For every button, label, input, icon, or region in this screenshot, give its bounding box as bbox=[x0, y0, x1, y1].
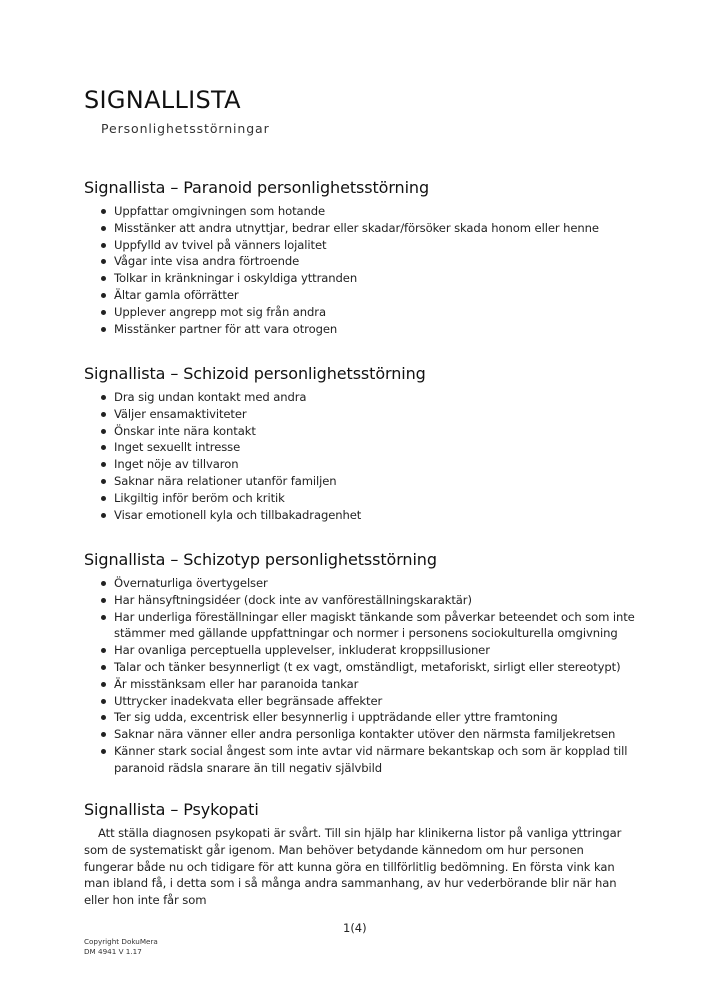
bullet-icon bbox=[101, 699, 106, 704]
list-item: Inget nöje av tillvaron bbox=[84, 456, 644, 473]
bullet-list bbox=[84, 203, 644, 337]
list-item: Önskar inte nära kontakt bbox=[84, 423, 644, 440]
section-schizotyp bbox=[84, 550, 644, 777]
list-item: Uttrycker inadekvata eller begränsade affekter bbox=[84, 693, 644, 710]
list-item: Vågar inte visa andra förtroende bbox=[84, 253, 644, 270]
list-item: Väljer ensamaktiviteter bbox=[84, 406, 644, 423]
footer bbox=[84, 937, 158, 957]
bullet-icon bbox=[101, 412, 106, 417]
list-item: Talar och tänker besynnerligt (t ex vagt, omständligt, metaforiskt, sirligt eller stereotypt) bbox=[84, 659, 644, 676]
bullet-icon bbox=[101, 615, 106, 620]
copyright-text: Copyright DokuMera bbox=[84, 937, 158, 946]
bullet-icon bbox=[101, 327, 106, 332]
bullet-icon bbox=[101, 395, 106, 400]
bullet-icon bbox=[101, 310, 106, 315]
list-item: Tolkar in kränkningar i oskyldiga yttranden bbox=[84, 270, 644, 287]
list-item: Dra sig undan kontakt med andra bbox=[84, 389, 644, 406]
page-number: 1(4) bbox=[343, 921, 367, 935]
bullet-icon bbox=[101, 209, 106, 214]
list-item: Ter sig udda, excentrisk eller besynnerlig i uppträdande eller yttre framtoning bbox=[84, 709, 644, 726]
bullet-icon bbox=[101, 648, 106, 653]
bullet-icon bbox=[101, 715, 106, 720]
list-item: Har underliga föreställningar eller magiskt tänkande som påverkar beteendet och som inte stämmer med gällande uppfattningar och normer i personens sociokulturella omgivning bbox=[84, 609, 644, 643]
list-item: Likgiltig inför beröm och kritik bbox=[84, 490, 644, 507]
section-paragraph: Att ställa diagnosen psykopati är svårt. Till sin hjälp har klinikerna listor på vanliga yttringar som de systematiskt går igenom. Man behöver betydande kännedom om hur personen fungerar både nu och tidigare för att kunna göra en tillförlitlig bedömning. En första vink kan man ibland få, i detta som i så många andra sammanhang, av hur vederbörande blir när han eller hon inte får som bbox=[84, 826, 622, 908]
list-item: Har ovanliga perceptuella upplevelser, inkluderat kroppsillusioner bbox=[84, 642, 644, 659]
list-item: Ältar gamla oförrätter bbox=[84, 287, 644, 304]
bullet-icon bbox=[101, 445, 106, 450]
list-item: Visar emotionell kyla och tillbakadragenhet bbox=[84, 507, 644, 524]
list-item: Uppfylld av tvivel på vänners lojalitet bbox=[84, 237, 644, 254]
document-id: DM 4941 V 1.17 bbox=[84, 947, 142, 956]
section-schizoid bbox=[84, 364, 644, 523]
list-item: Har hänsyftningsidéer (dock inte av vanföreställningskaraktär) bbox=[84, 592, 644, 609]
bullet-icon bbox=[101, 749, 106, 754]
bullet-icon bbox=[101, 496, 106, 501]
list-item: Uppfattar omgivningen som hotande bbox=[84, 203, 644, 220]
bullet-icon bbox=[101, 259, 106, 264]
section-paranoid bbox=[84, 178, 644, 337]
bullet-icon bbox=[101, 581, 106, 586]
list-item: Inget sexuellt intresse bbox=[84, 439, 644, 456]
bullet-list bbox=[84, 389, 644, 523]
section-psykopati bbox=[84, 800, 644, 909]
bullet-icon bbox=[101, 429, 106, 434]
list-item: Misstänker att andra utnyttjar, bedrar eller skadar/försöker skada honom eller henne bbox=[84, 220, 644, 237]
section-heading: Signallista – Schizotyp personlighetsstörning bbox=[84, 550, 437, 569]
list-item: Känner stark social ångest som inte avtar vid närmare bekantskap och som är kopplad till paranoid rädsla snarare än till negativ självbild bbox=[84, 743, 644, 777]
bullet-icon bbox=[101, 293, 106, 298]
bullet-icon bbox=[101, 243, 106, 248]
list-item: Är misstänksam eller har paranoida tankar bbox=[84, 676, 644, 693]
bullet-icon bbox=[101, 598, 106, 603]
bullet-icon bbox=[101, 479, 106, 484]
bullet-icon bbox=[101, 276, 106, 281]
bullet-icon bbox=[101, 226, 106, 231]
bullet-list bbox=[84, 575, 644, 777]
bullet-icon bbox=[101, 682, 106, 687]
section-heading: Signallista – Schizoid personlighetsstörning bbox=[84, 364, 426, 383]
bullet-icon bbox=[101, 513, 106, 518]
document-subtitle: Personlighetsstörningar bbox=[101, 121, 270, 136]
list-item: Saknar nära relationer utanför familjen bbox=[84, 473, 644, 490]
bullet-icon bbox=[101, 732, 106, 737]
bullet-icon bbox=[101, 665, 106, 670]
section-heading: Signallista – Psykopati bbox=[84, 800, 259, 819]
list-item: Övernaturliga övertygelser bbox=[84, 575, 644, 592]
list-item: Misstänker partner för att vara otrogen bbox=[84, 321, 644, 338]
bullet-icon bbox=[101, 462, 106, 467]
document-title: SIGNALLISTA bbox=[84, 86, 241, 114]
list-item: Upplever angrepp mot sig från andra bbox=[84, 304, 644, 321]
section-heading: Signallista – Paranoid personlighetsstörning bbox=[84, 178, 430, 197]
list-item: Saknar nära vänner eller andra personliga kontakter utöver den närmsta familjekretsen bbox=[84, 726, 644, 743]
